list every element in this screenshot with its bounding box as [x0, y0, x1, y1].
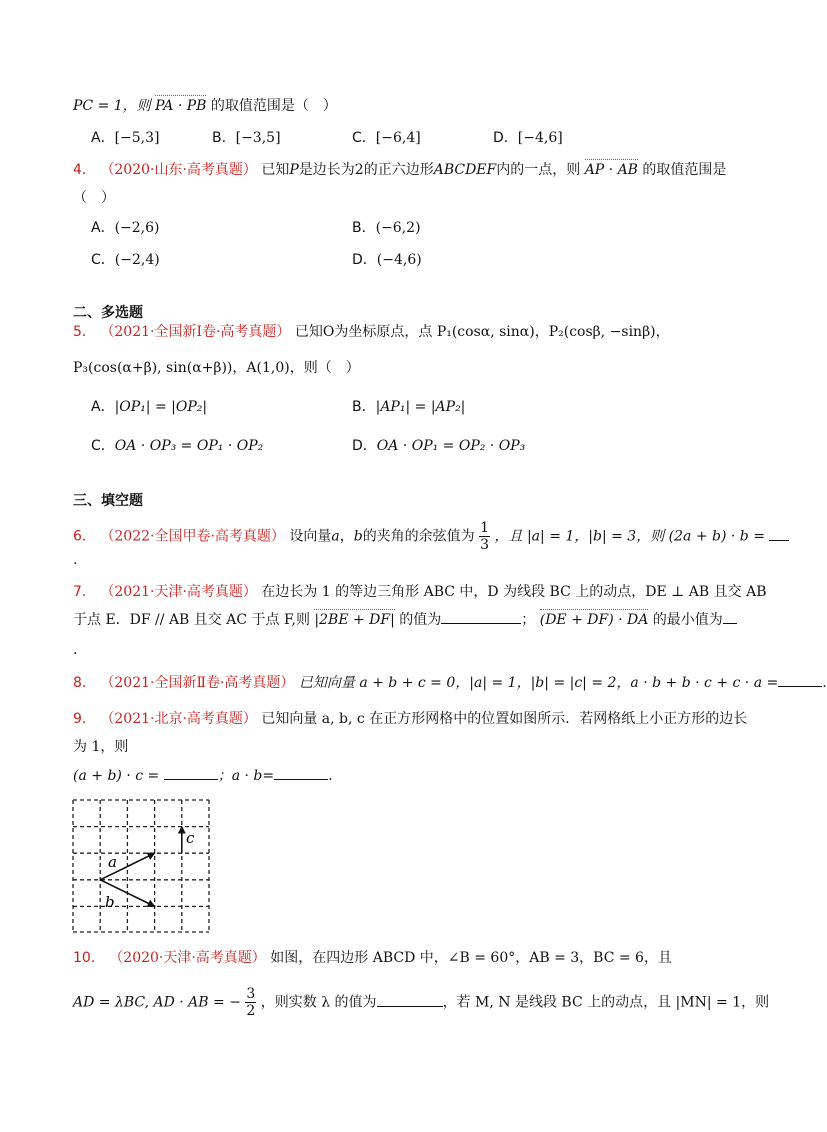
- q5-option-b[interactable]: B．|AP₁| = |AP₂|: [352, 399, 466, 415]
- q4-option-d[interactable]: D．(−4,6): [352, 252, 422, 268]
- q5-option-c[interactable]: C．OA · OP₃ = OP₁ · OP₂: [91, 438, 264, 454]
- section-multi-choice-title: 二、多选题: [73, 305, 143, 321]
- q9-answer-blank-2[interactable]: [274, 766, 328, 780]
- q9-stem-line3: (a + b) · c = ；a · b= .: [73, 768, 333, 784]
- q5-source-tag: （2021·全国新Ⅰ卷·高考真题）: [100, 324, 291, 340]
- q3-stem: [73, 96, 337, 116]
- q3-option-b[interactable]: B．[−3,5]: [212, 130, 281, 146]
- q4-option-c[interactable]: C．(−2,4): [91, 252, 160, 268]
- q9-vector-grid-figure: [72, 799, 212, 933]
- grid-lines: [73, 800, 209, 932]
- q9-stem-line2: 为 1，则: [73, 739, 129, 755]
- q4-paren: （ ）: [73, 190, 115, 206]
- q10-answer-blank-1[interactable]: [377, 993, 443, 1007]
- q8-source-tag: （2021·全国新Ⅱ卷·高考真题）: [100, 675, 295, 691]
- q7-answer-blank-2[interactable]: [723, 610, 737, 624]
- q8-answer-blank[interactable]: [778, 673, 822, 687]
- q7-stem-line2: 于点 E．DF // AB 且交 AC 于点 F,则 |2BE + DF| 的值为 ； (DE + DF) · DA 的最小值为: [73, 610, 737, 630]
- q7-answer-blank-1[interactable]: [441, 610, 521, 624]
- vector-a-label: a: [108, 853, 117, 871]
- q6-end-dot: .: [73, 552, 78, 568]
- q3-stem-lead: PC = 1，则: [73, 98, 151, 114]
- q5-option-a[interactable]: A．|OP₁| = |OP₂|: [91, 399, 208, 415]
- q4-source-tag: （2020·山东·高考真题）: [100, 162, 257, 178]
- q3-stem-tail: 的取值范围是（ ）: [210, 98, 337, 114]
- q7-source-tag: （2021·天津·高考真题）: [100, 584, 257, 600]
- q3-stem-expr: PA · PB: [155, 98, 207, 114]
- q8-number: 8．: [73, 675, 96, 691]
- q6-answer-blank[interactable]: [769, 527, 789, 541]
- q10-source-tag: （2020·天津·高考真题）: [109, 950, 266, 966]
- q6-source-tag: （2022·全国甲卷·高考真题）: [100, 528, 285, 545]
- q9-stem-line1: 9． （2021·北京·高考真题） 已知向量 a, b, c 在正方形网格中的位置如图所示．若网格纸上小正方形的边长: [73, 711, 748, 727]
- q7-end-dot: .: [73, 642, 78, 658]
- q10-fraction: $\frac{3}{2}$: [246, 986, 256, 1019]
- q10-number: 10．: [73, 950, 105, 966]
- q5-stem-line1: 5． （2021·全国新Ⅰ卷·高考真题） 已知O为坐标原点，点 P₁(cosα, sinα)，P₂(cosβ, −sinβ)，: [73, 324, 670, 340]
- q4-number: 4．: [73, 162, 96, 178]
- q3-option-d[interactable]: D．[−4,6]: [493, 130, 563, 146]
- q5-stem-line2: P₃(cos(α+β), sin(α+β))，A(1,0)，则（ ）: [73, 360, 360, 376]
- vector-b-label: b: [105, 893, 115, 911]
- q9-answer-blank-1[interactable]: [164, 766, 218, 780]
- q7-expr2: (DE + DF) · DA: [539, 612, 649, 628]
- q3-option-c[interactable]: C．[−6,4]: [352, 130, 421, 146]
- q5-option-d[interactable]: D．OA · OP₁ = OP₂ · OP₃: [352, 438, 526, 454]
- q4-option-a[interactable]: A．(−2,6): [91, 220, 160, 236]
- q10-stem-line2: AD = λBC, AD · AB = − $\frac{3}{2}$ ，则实数 λ 的值为 ，若 M, N 是线段 BC 上的动点，且 |MN| = 1，则: [73, 986, 770, 1019]
- q4-option-b[interactable]: B．(−6,2): [352, 220, 421, 236]
- q9-number: 9．: [73, 711, 96, 727]
- q5-number: 5．: [73, 324, 96, 340]
- vector-c-label: c: [186, 829, 195, 847]
- q4-stem: 4． （2020·山东·高考真题） 已知P是边长为2的正六边形ABCDEF内的一点，则 AP · AB 的取值范围是: [73, 162, 727, 178]
- q9-source-tag: （2021·北京·高考真题）: [100, 711, 257, 727]
- q7-stem-line1: 7． （2021·天津·高考真题） 在边长为 1 的等边三角形 ABC 中，D 为线段 BC 上的动点，DE ⊥ AB 且交 AB: [73, 584, 767, 600]
- q6-fraction: $\frac{1}{3}$: [480, 520, 490, 553]
- q6-number: 6．: [73, 528, 96, 545]
- q7-number: 7．: [73, 584, 96, 600]
- q6-stem: 6． （2022·全国甲卷·高考真题） 设向量a，b的夹角的余弦值为 $\frac{1}{3}$ ，且 |a| = 1，|b| = 3，则 (2a + b) · b =: [73, 520, 789, 553]
- section-fill-blank-title: 三、填空题: [73, 493, 143, 509]
- q8-stem: 8． （2021·全国新Ⅱ卷·高考真题） 已知向量 a + b + c = 0，|a| = 1，|b| = |c| = 2，a · b + b · c + c · a = .: [73, 675, 827, 691]
- q10-stem-line1: 10． （2020·天津·高考真题） 如图，在四边形 ABCD 中，∠B = 60°，AB = 3，BC = 6，且: [73, 950, 672, 966]
- q3-option-a[interactable]: A．[−5,3]: [91, 130, 160, 146]
- q4-expr: AP · AB: [584, 162, 638, 178]
- q7-expr1: |2BE + DF|: [314, 612, 395, 628]
